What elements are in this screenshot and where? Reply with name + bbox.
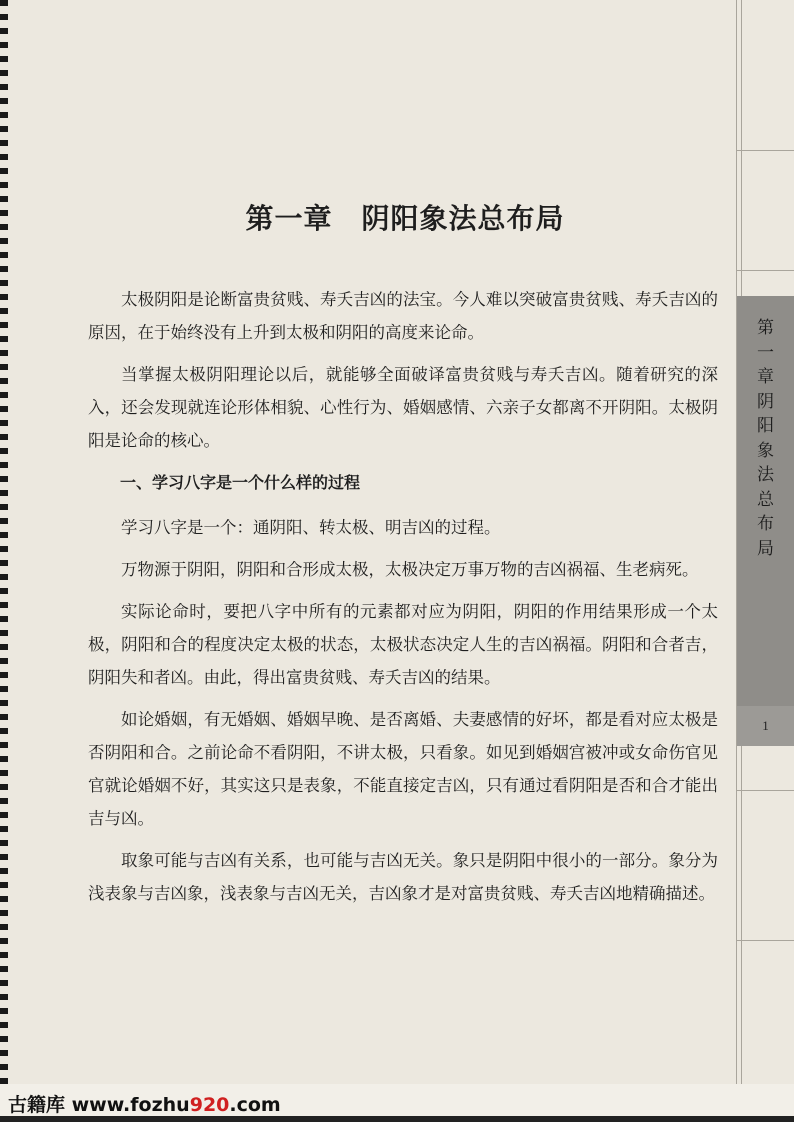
paragraph: 实际论命时，要把八字中所有的元素都对应为阴阳，阴阳的作用结果形成一个太极，阴阳和合的程度决定太极的状态，太极状态决定人生的吉凶祸福。阴阳和合者吉，阴阳失和者凶。由此，得出富贵贫贱、寿夭吉凶的结果。	[88, 602, 718, 687]
paragraph: 取象可能与吉凶有关系，也可能与吉凶无关。象只是阴阳中很小的一部分。象分为浅表象与吉凶象，浅表象与吉凶无关，吉凶象才是对富贵贫贱、寿夭吉凶地精确描述。	[88, 851, 718, 903]
paragraph: 学习八字是一个：通阴阳、转太极、明吉凶的过程。	[121, 518, 501, 537]
chapter-title: 第一章 阴阳象法总布局	[245, 201, 565, 235]
page-number: 1	[737, 706, 794, 746]
watermark-prefix: 古籍库 www.fozhu	[8, 1094, 190, 1116]
paragraph: 太极阴阳是论断富贵贫贱、寿夭吉凶的法宝。今人难以突破富贵贫贱、寿夭吉凶的原因，在于始终没有上升到太极和阴阳的高度来论命。	[88, 290, 718, 342]
side-divider	[736, 270, 794, 271]
page-bottom-edge	[0, 1116, 794, 1122]
paragraph: 如论婚姻，有无婚姻、婚姻早晚、是否离婚、夫妻感情的好坏，都是看对应太极是否阴阳和合。之前论命不看阴阳，不讲太极，只看象。如见到婚姻宫被冲或女命伤官见官就论婚姻不好，其实这只是表象，不能直接定吉凶，只有通过看阴阳是否和合才能出吉与凶。	[88, 710, 718, 828]
paragraph: 万物源于阴阳，阴阳和合形成太极，太极决定万事万物的吉凶祸福、生老病死。	[121, 560, 699, 579]
side-divider	[736, 790, 794, 791]
chapter-side-tab-text: 第 一 章 阴 阳 象 法 总 布 局	[757, 318, 774, 559]
watermark-suffix: .com	[229, 1094, 281, 1116]
watermark-highlight: 920	[189, 1094, 230, 1116]
section-heading: 一、学习八字是一个什么样的过程	[120, 473, 361, 492]
body-text	[88, 283, 718, 919]
chapter-side-tab	[737, 296, 794, 706]
side-divider	[736, 940, 794, 941]
paragraph: 当掌握太极阴阳理论以后，就能够全面破译富贵贫贱与寿夭吉凶。随着研究的深入，还会发现就连论形体相貌、心性行为、婚姻感情、六亲子女都离不开阴阳。太极阴阳是论命的核心。	[88, 365, 718, 450]
site-watermark	[8, 1090, 281, 1117]
side-divider	[736, 150, 794, 151]
page-binding-edge	[0, 0, 8, 1122]
